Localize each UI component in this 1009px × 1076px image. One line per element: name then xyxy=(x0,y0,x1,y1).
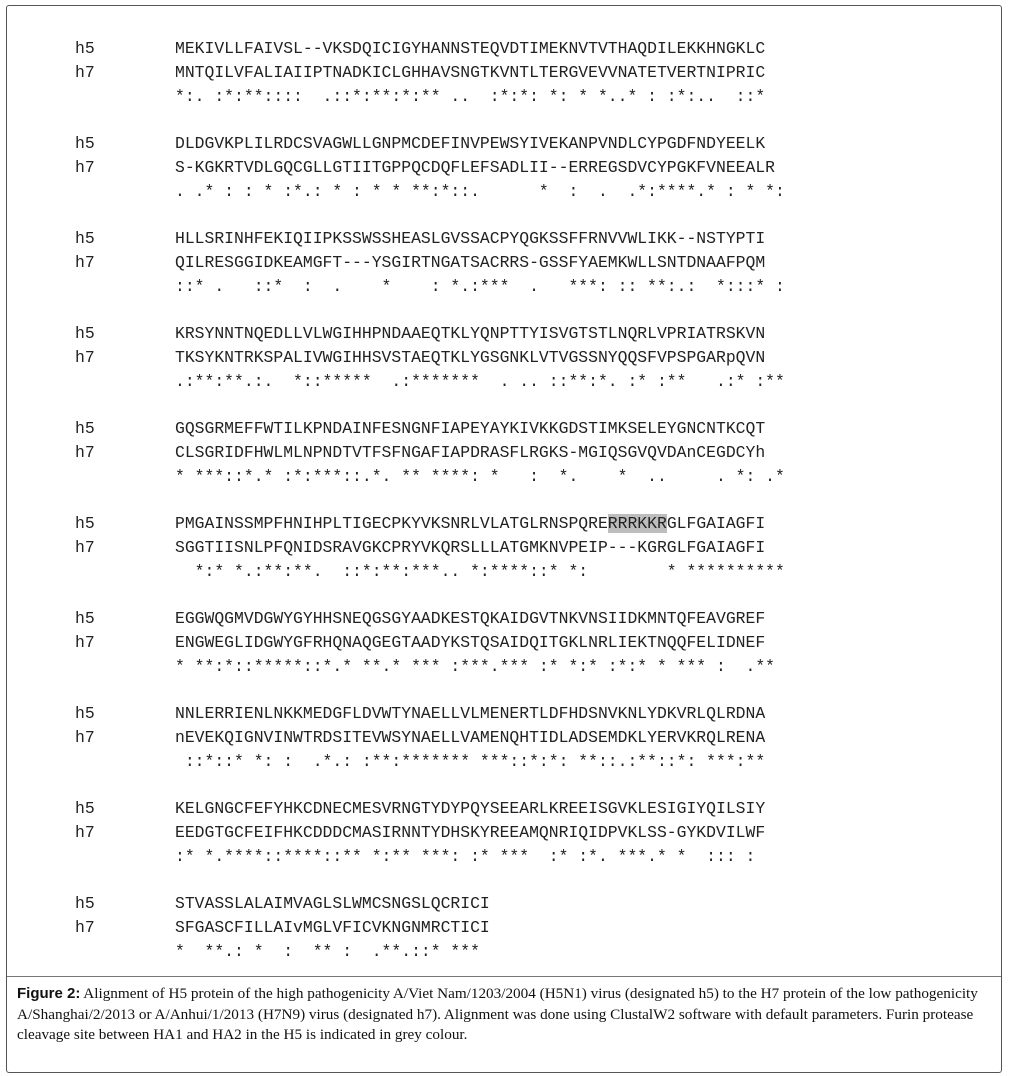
h5-label: h5 xyxy=(75,229,95,248)
h7-label: h7 xyxy=(75,728,95,747)
consensus-symbols: * **.: * : ** : .**.::* *** xyxy=(175,942,480,961)
consensus-symbols: :* *.****::****::** *:** ***: :* *** :* :*. ***.* * ::: : xyxy=(175,847,756,866)
h5-row xyxy=(7,418,1001,440)
consensus-symbols: ::*::* *: : .*.: :**:******* ***::*:*: **::.:**::*: ***:** xyxy=(175,752,766,771)
caption-divider xyxy=(7,976,1001,977)
h5-row xyxy=(7,798,1001,820)
h5-row xyxy=(7,228,1001,250)
h7-sequence: nEVEKQIGNVINWTRDSITEVWSYNAELLVAMENQHTIDLADSEMDKLYERVKRQLRENA xyxy=(175,728,766,747)
consensus-symbols: *:* *.:**:**. ::*:**:***.. *:****::* *: * ********** xyxy=(175,562,785,581)
h7-sequence: CLSGRIDFHWLMLNPNDTVTFSFNGAFIAPDRASFLRGKS-MGIQSGVQVDAnCEGDCYh xyxy=(175,443,766,462)
figure-frame xyxy=(6,5,1002,1073)
consensus-row xyxy=(7,656,1001,678)
h5-sequence: HLLSRINHFEKIQIIPKSSWSSHEASLGVSSACPYQGKSSFFRNVVWLIKK--NSTYPTI xyxy=(175,229,766,248)
h7-label: h7 xyxy=(75,823,95,842)
h5-label: h5 xyxy=(75,419,95,438)
consensus-row xyxy=(7,181,1001,203)
h5-row xyxy=(7,703,1001,725)
figure-label: Figure 2: xyxy=(17,985,81,1002)
h5-row xyxy=(7,38,1001,60)
h5-sequence: PMGAINSSMPFHNIHPLTIGECPKYVKSNRLVLATGLRNSPQRERRRKKRGLFGAIAGFI xyxy=(175,514,766,533)
h7-label: h7 xyxy=(75,443,95,462)
h5-row xyxy=(7,513,1001,535)
h7-label: h7 xyxy=(75,253,95,272)
h5-label: h5 xyxy=(75,39,95,58)
consensus-row xyxy=(7,371,1001,393)
h7-row xyxy=(7,347,1001,369)
consensus-row xyxy=(7,751,1001,773)
h7-label: h7 xyxy=(75,348,95,367)
h5-sequence: KRSYNNTNQEDLLVLWGIHHPNDAAEQTKLYQNPTTYISVGTSTLNQRLVPRIATRSKVN xyxy=(175,324,766,343)
h7-row xyxy=(7,157,1001,179)
consensus-row xyxy=(7,846,1001,868)
h5-sequence: STVASSLALAIMVAGLSLWMCSNGSLQCRICI xyxy=(175,894,490,913)
h5-label: h5 xyxy=(75,514,95,533)
h5-sequence: EGGWQGMVDGWYGYHHSNEQGSGYAADKESTQKAIDGVTNKVNSIIDKMNTQFEAVGREF xyxy=(175,609,766,628)
h7-sequence: SFGASCFILLAIvMGLVFICVKNGNMRCTICI xyxy=(175,918,490,937)
h5-row xyxy=(7,893,1001,915)
h5-sequence: KELGNGCFEFYHKCDNECMESVRNGTYDYPQYSEEARLKREEISGVKLESIGIYQILSIY xyxy=(175,799,766,818)
h7-sequence: ENGWEGLIDGWYGFRHQNAQGEGTAADYKSTQSAIDQITGKLNRLIEKTNQQFELIDNEF xyxy=(175,633,766,652)
h7-label: h7 xyxy=(75,158,95,177)
caption-text: Alignment of H5 protein of the high pathogenicity A/Viet Nam/1203/2004 (H5N1) virus (designated h5) to the H7 protein of the low pathogenicity A/Shanghai/2/2013 or A/Anhui/1/2013 (H7N9) virus (designated h7). Alignment was done using ClustalW2 software with default parameters. Furin protease cleavage site between HA1 and HA2 in the H5 is indicated in grey colour. xyxy=(17,985,978,1043)
consensus-symbols: *:. :*:**:::: .::*:**:*:** .. :*:*: *: * *..* : :*:.. ::* xyxy=(175,87,766,106)
h7-sequence: EEDGTGCFEIFHKCDDDCMASIRNNTYDHSKYREEAMQNRIQIDPVKLSS-GYKDVILWF xyxy=(175,823,766,842)
h7-row xyxy=(7,62,1001,84)
furin-site-highlight: RRRKKR xyxy=(607,514,667,533)
h7-label: h7 xyxy=(75,918,95,937)
h5-sequence: GQSGRMEFFWTILKPNDAINFESNGNFIAPEYAYKIVKKGDSTIMKSELEYGNCNTKCQT xyxy=(175,419,766,438)
h7-row xyxy=(7,537,1001,559)
h5-row xyxy=(7,323,1001,345)
h7-row xyxy=(7,252,1001,274)
h7-row xyxy=(7,442,1001,464)
h5-label: h5 xyxy=(75,799,95,818)
consensus-row xyxy=(7,276,1001,298)
h5-sequence: NNLERRIENLNKKMEDGFLDVWTYNAELLVLMENERTLDFHDSNVKNLYDKVRLQLRDNA xyxy=(175,704,766,723)
consensus-symbols: .:**:**.:. *::***** .:******* . .. ::**:*. :* :** .:* :** xyxy=(175,372,785,391)
h7-sequence: S-KGKRTVDLGQCGLLGTIITGPPQCDQFLEFSADLII--ERREGSDVCYPGKFVNEEALR xyxy=(175,158,775,177)
consensus-row xyxy=(7,941,1001,963)
consensus-symbols: * ***::*.* :*:***::.*. ** ****: * : *. * .. . *: .* xyxy=(175,467,785,486)
h5-label: h5 xyxy=(75,324,95,343)
h7-row xyxy=(7,727,1001,749)
h7-sequence: MNTQILVFALIAIIPTNADKICLGHHAVSNGTKVNTLTERGVEVVNATETVERTNIPRIC xyxy=(175,63,766,82)
h7-label: h7 xyxy=(75,633,95,652)
h7-sequence: TKSYKNTRKSPALIVWGIHHSVSTAEQTKLYGSGNKLVTVGSSNYQQSFVPSPGARpQVN xyxy=(175,348,766,367)
h7-row xyxy=(7,917,1001,939)
h5-row xyxy=(7,133,1001,155)
h5-label: h5 xyxy=(75,704,95,723)
h7-label: h7 xyxy=(75,538,95,557)
h7-sequence: SGGTIISNLPFQNIDSRAVGKCPRYVKQRSLLLATGMKNVPEIP---KGRGLFGAIAGFI xyxy=(175,538,766,557)
h7-row xyxy=(7,632,1001,654)
h7-row xyxy=(7,822,1001,844)
h5-row xyxy=(7,608,1001,630)
h5-label: h5 xyxy=(75,894,95,913)
h5-label: h5 xyxy=(75,609,95,628)
h7-label: h7 xyxy=(75,63,95,82)
consensus-symbols: * **:*::*****::*.* **.* *** :***.*** :* *:* :*:* * *** : .** xyxy=(175,657,775,676)
consensus-row xyxy=(7,561,1001,583)
consensus-symbols: ::* . ::* : . * : *.:*** . ***: :: **:.: *:::* : xyxy=(175,277,785,296)
consensus-row xyxy=(7,466,1001,488)
figure-caption xyxy=(17,984,993,1046)
h5-sequence: MEKIVLLFAIVSL--VKSDQICIGYHANNSTEQVDTIMEKNVTVTHAQDILEKKHNGKLC xyxy=(175,39,766,58)
consensus-row xyxy=(7,86,1001,108)
h5-sequence: DLDGVKPLILRDCSVAGWLLGNPMCDEFINVPEWSYIVEKANPVNDLCYPGDFNDYEELK xyxy=(175,134,766,153)
sequence-alignment xyxy=(7,6,1001,966)
h5-label: h5 xyxy=(75,134,95,153)
consensus-symbols: . .* : : * :*.: * : * * **:*::. * : . .*:****.* : * *: xyxy=(175,182,785,201)
h7-sequence: QILRESGGIDKEAMGFT---YSGIRTNGATSACRRS-GSSFYAEMKWLLSNTDNAAFPQM xyxy=(175,253,766,272)
